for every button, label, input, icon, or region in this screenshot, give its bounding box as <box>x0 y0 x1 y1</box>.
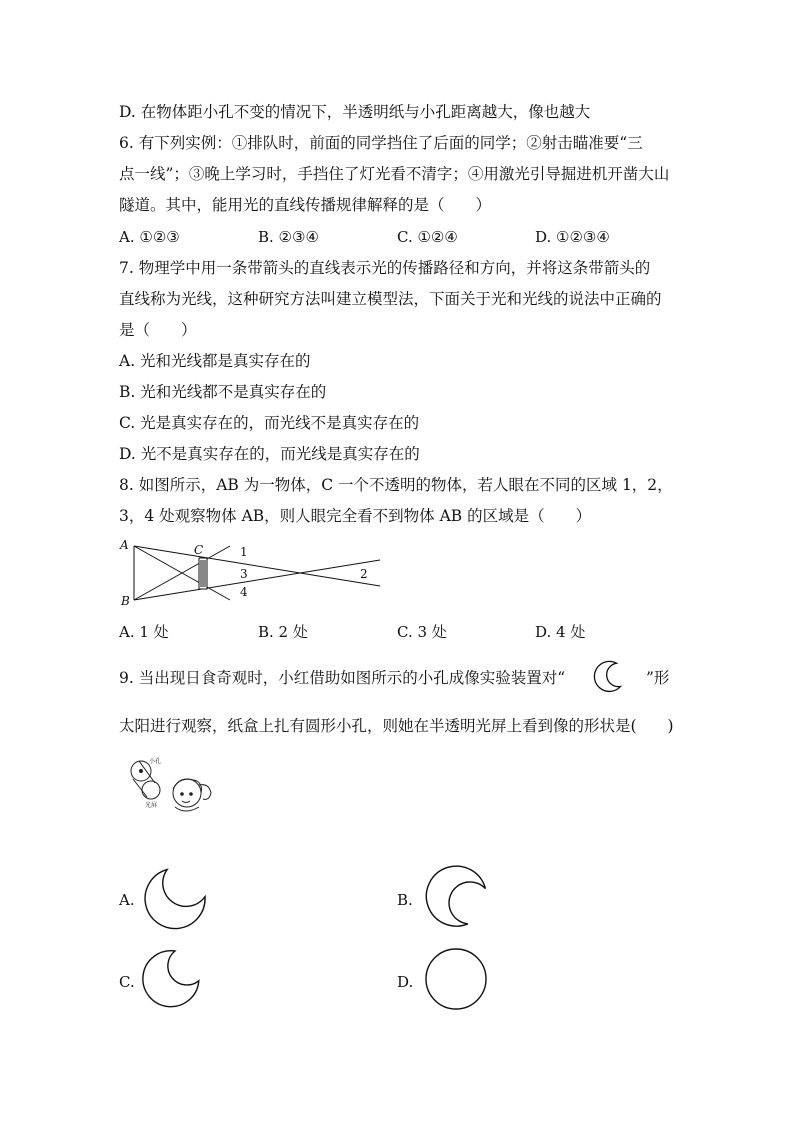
option-c-shape[interactable] <box>143 945 213 1015</box>
q9-stem-line1: 9. 当出现日食奇观时，小红借助如图所示的小孔成像实验装置对“ <box>119 669 566 687</box>
screen-label: 光屏 <box>145 802 158 809</box>
q7-option-b[interactable]: B. 光和光线都不是真实存在的 <box>119 383 327 401</box>
eclipsed-sun-icon <box>592 659 632 695</box>
region-3: 3 <box>240 567 248 581</box>
region-2: 2 <box>360 567 368 581</box>
q8-stem-line2: 3，4 处观察物体 AB，则人眼完全看不到物体 AB 的区域是（ ） <box>119 507 592 525</box>
q9-stem-line1-end: ”形 <box>646 669 670 687</box>
q8-option-a[interactable]: A. 1 处 <box>119 623 169 641</box>
q8-diagram <box>118 538 388 613</box>
q7-stem-line1: 7. 物理学中用一条带箭头的直线表示光的传播路径和方向，并将这条带箭头的 <box>119 259 651 277</box>
q6-stem-line2: 点一线”；③晚上学习时，手挡住了灯光看不清字；④用激光引导掘进机开凿大山 <box>119 165 670 183</box>
q5-option-d: D. 在物体距小孔不变的情况下，半透明纸与小孔距离越大，像也越大 <box>119 103 591 121</box>
q6-option-a[interactable]: A. ①②③ <box>119 228 180 246</box>
q9-option-b[interactable]: B. <box>397 891 413 909</box>
q9-stem-line2: 太阳进行观察，纸盒上扎有圆形小孔，则她在半透明光屏上看到像的形状是( ) <box>119 717 674 735</box>
q6-stem-line3: 隧道。其中，能用光的直线传播规律解释的是（ ） <box>119 196 492 214</box>
q8-stem-line1: 8. 如图所示，AB 为一物体，C 一个不透明的物体，若人眼在不同的区域 1，2， <box>119 476 673 494</box>
q7-option-a[interactable]: A. 光和光线都是真实存在的 <box>119 352 311 370</box>
q6-option-b[interactable]: B. ②③④ <box>258 228 319 246</box>
q9-option-d[interactable]: D. <box>397 973 414 991</box>
q9-option-c[interactable]: C. <box>119 973 135 991</box>
q6-option-d[interactable]: D. ①②③④ <box>535 228 610 246</box>
option-d-shape[interactable] <box>422 945 492 1015</box>
q8-option-d[interactable]: D. 4 处 <box>535 623 586 641</box>
q8-option-c[interactable]: C. 3 处 <box>397 623 447 641</box>
label-a: A <box>120 538 129 552</box>
q7-option-d[interactable]: D. 光不是真实存在的，而光线是真实存在的 <box>119 445 420 463</box>
q7-stem-line2: 直线称为光线，这种研究方法叫建立模型法，下面关于光和光线的说法中正确的 <box>119 290 662 308</box>
label-c: C <box>194 543 204 557</box>
hole-label: 小孔 <box>149 758 162 765</box>
region-4: 4 <box>240 585 248 599</box>
q7-option-c[interactable]: C. 光是真实存在的，而光线不是真实存在的 <box>119 414 420 432</box>
region-1: 1 <box>240 545 248 559</box>
label-b: B <box>121 594 130 608</box>
option-a-shape[interactable] <box>143 862 213 932</box>
q7-stem-line3: 是（ ） <box>119 321 197 339</box>
pinhole-apparatus-illustration <box>125 755 235 825</box>
q6-option-c[interactable]: C. ①②④ <box>397 228 458 246</box>
q9-option-a[interactable]: A. <box>119 891 135 909</box>
q8-option-b[interactable]: B. 2 处 <box>258 623 308 641</box>
q6-stem-line1: 6. 有下列实例：①排队时，前面的同学挡住了后面的同学；②射击瞄准要“三 <box>119 134 643 152</box>
option-b-shape[interactable] <box>422 862 492 932</box>
